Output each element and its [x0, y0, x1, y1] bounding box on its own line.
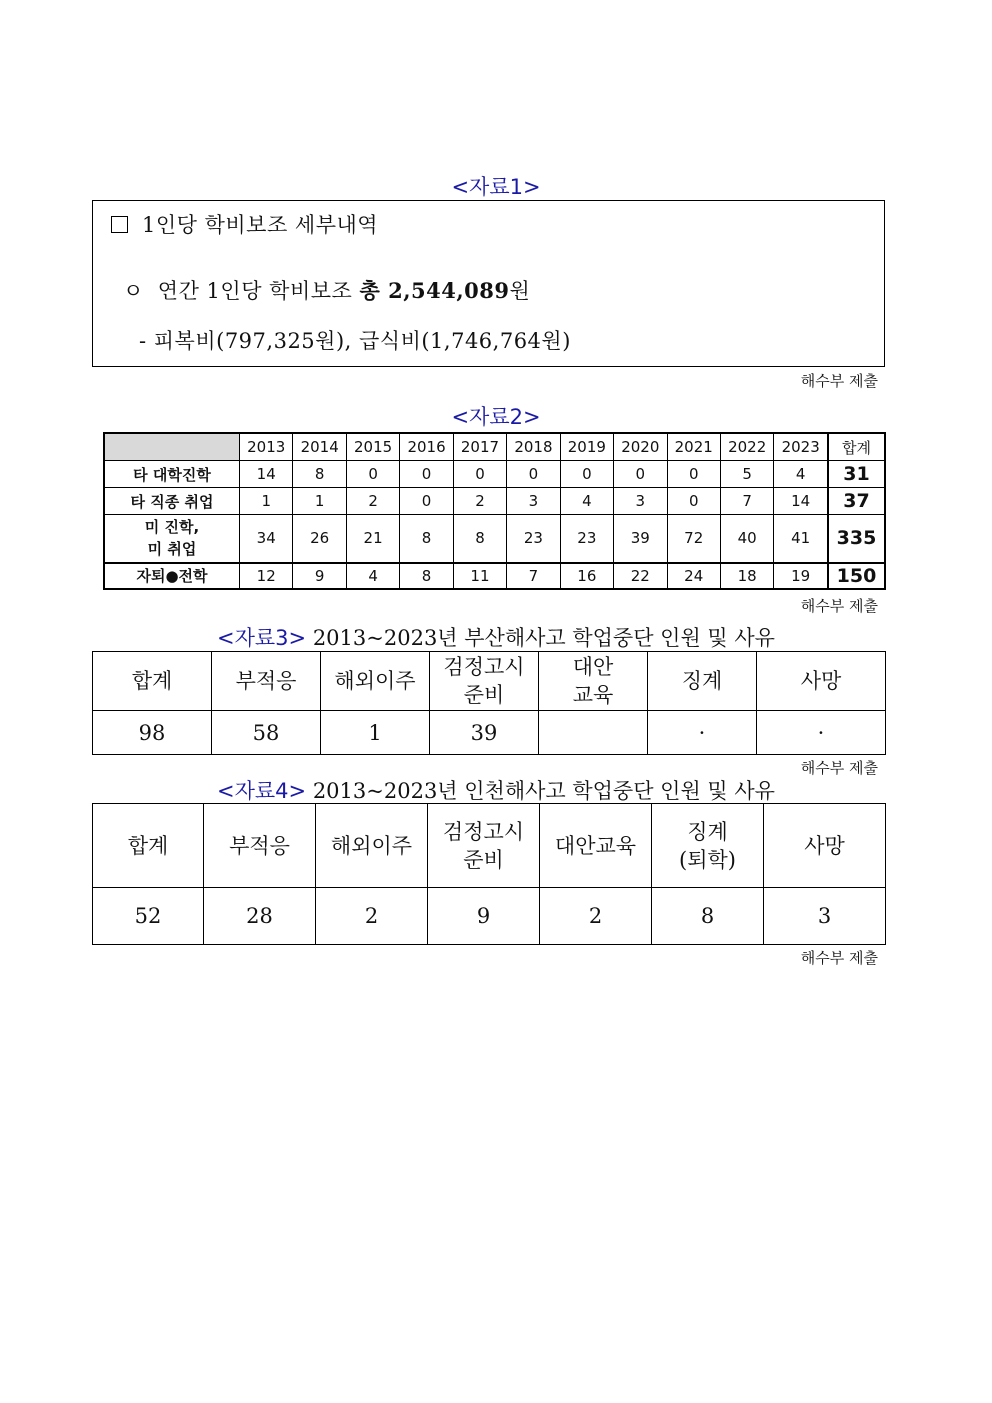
- cell: 0: [667, 461, 720, 488]
- corner-cell: [104, 433, 240, 461]
- row-label: 타 직종 취업: [104, 488, 240, 515]
- header-cell: 징계: [648, 652, 757, 711]
- header-cell: 사망: [757, 652, 886, 711]
- career-table: [103, 432, 886, 590]
- cell: 14: [240, 461, 293, 488]
- busan-dropout-table: [92, 651, 886, 755]
- table-row: [93, 888, 886, 945]
- cell: 16: [560, 563, 613, 589]
- header-cell: 부적응: [204, 804, 316, 888]
- year-header: 2022: [720, 433, 773, 461]
- cell: 0: [400, 461, 453, 488]
- source-doc1: 해수부 제출: [800, 372, 878, 390]
- caption-doc3: <자료3> 2013~2023년 부산해사고 학업중단 인원 및 사유: [217, 626, 775, 650]
- table-row: [104, 563, 885, 589]
- table-header-row: [93, 652, 886, 711]
- cell: 0: [507, 461, 560, 488]
- year-header: 2013: [240, 433, 293, 461]
- subsidy-total: 총 2,544,089: [359, 278, 510, 303]
- cell: 21: [346, 515, 399, 563]
- cell: 72: [667, 515, 720, 563]
- cell: 1: [293, 488, 346, 515]
- header-cell: 해외이주: [316, 804, 428, 888]
- incheon-dropout-table: [92, 803, 886, 945]
- caption-doc1: <자료1>: [451, 175, 541, 199]
- header-cell: 징계 (퇴학): [652, 804, 764, 888]
- header-cell: 합계: [93, 652, 212, 711]
- cell: 26: [293, 515, 346, 563]
- year-header: 2023: [774, 433, 828, 461]
- source-doc4: 해수부 제출: [800, 949, 878, 967]
- subsidy-detail-line: - 피복비(797,325원), 급식비(1,746,764원): [139, 329, 571, 353]
- row-total: 31: [828, 461, 885, 488]
- row-total: 335: [828, 515, 885, 563]
- cell: 0: [614, 461, 667, 488]
- cell: 8: [400, 515, 453, 563]
- row-total: 37: [828, 488, 885, 515]
- header-cell: 사망: [764, 804, 886, 888]
- subsidy-title: 1인당 학비보조 세부내역: [111, 209, 378, 239]
- year-header: 2020: [614, 433, 667, 461]
- cell: 41: [774, 515, 828, 563]
- cell: 0: [667, 488, 720, 515]
- cell: 1: [240, 488, 293, 515]
- cell: 34: [240, 515, 293, 563]
- year-header: 2016: [400, 433, 453, 461]
- header-cell: 대안 교육: [539, 652, 648, 711]
- header-cell: 대안교육: [540, 804, 652, 888]
- row-label: 자퇴●전학: [104, 563, 240, 589]
- cell: 11: [453, 563, 506, 589]
- table-row: [104, 515, 885, 563]
- caption-doc2: <자료2>: [451, 405, 541, 429]
- bullet-circle: ㅇ: [123, 279, 144, 303]
- table-header-row: [104, 433, 885, 461]
- cell: 22: [614, 563, 667, 589]
- row-total: 150: [828, 563, 885, 589]
- header-cell: 검정고시 준비: [430, 652, 539, 711]
- source-doc2: 해수부 제출: [800, 597, 878, 615]
- cell: 19: [774, 563, 828, 589]
- cell: 7: [507, 563, 560, 589]
- cell: 2: [540, 888, 652, 945]
- cell: 23: [560, 515, 613, 563]
- year-header: 2018: [507, 433, 560, 461]
- table-row: [93, 711, 886, 755]
- cell: 8: [400, 563, 453, 589]
- cell: 12: [240, 563, 293, 589]
- cell: [539, 711, 648, 755]
- cell: 4: [560, 488, 613, 515]
- cell: 14: [774, 488, 828, 515]
- row-label: 미 진학, 미 취업: [104, 515, 240, 563]
- year-header: 2019: [560, 433, 613, 461]
- header-cell: 해외이주: [321, 652, 430, 711]
- header-cell: 합계: [93, 804, 204, 888]
- cell: 7: [720, 488, 773, 515]
- cell: 5: [720, 461, 773, 488]
- cell: 1: [321, 711, 430, 755]
- cell: 58: [212, 711, 321, 755]
- cell: 0: [560, 461, 613, 488]
- header-cell: 검정고시 준비: [428, 804, 540, 888]
- cell: 0: [453, 461, 506, 488]
- cell: 0: [346, 461, 399, 488]
- cell: 9: [428, 888, 540, 945]
- cell: 3: [614, 488, 667, 515]
- cell: 8: [293, 461, 346, 488]
- cell: 3: [764, 888, 886, 945]
- cell: 98: [93, 711, 212, 755]
- cell: 23: [507, 515, 560, 563]
- subsidy-box: [92, 200, 885, 367]
- year-header: 2014: [293, 433, 346, 461]
- cell: 0: [400, 488, 453, 515]
- cell: 28: [204, 888, 316, 945]
- cell: 8: [652, 888, 764, 945]
- cell: 8: [453, 515, 506, 563]
- year-header: 2015: [346, 433, 399, 461]
- row-label: 타 대학진학: [104, 461, 240, 488]
- table-row: [104, 461, 885, 488]
- table-header-row: [93, 804, 886, 888]
- subsidy-annual-line: ㅇ 연간 1인당 학비보조 총 2,544,089원: [123, 278, 531, 303]
- checkbox-square-icon: [111, 216, 128, 233]
- header-cell: 부적응: [212, 652, 321, 711]
- table-row: [104, 488, 885, 515]
- year-header: 2017: [453, 433, 506, 461]
- cell: 39: [614, 515, 667, 563]
- cell: 18: [720, 563, 773, 589]
- cell: 52: [93, 888, 204, 945]
- caption-doc4: <자료4> 2013~2023년 인천해사고 학업중단 인원 및 사유: [217, 779, 775, 803]
- source-doc3: 해수부 제출: [800, 759, 878, 777]
- cell: ·: [757, 711, 886, 755]
- cell: 40: [720, 515, 773, 563]
- cell: 39: [430, 711, 539, 755]
- year-header: 2021: [667, 433, 720, 461]
- cell: 4: [346, 563, 399, 589]
- cell: 4: [774, 461, 828, 488]
- cell: ·: [648, 711, 757, 755]
- cell: 2: [453, 488, 506, 515]
- cell: 2: [316, 888, 428, 945]
- cell: 3: [507, 488, 560, 515]
- cell: 2: [346, 488, 399, 515]
- total-header: 합계: [828, 433, 885, 461]
- cell: 24: [667, 563, 720, 589]
- cell: 9: [293, 563, 346, 589]
